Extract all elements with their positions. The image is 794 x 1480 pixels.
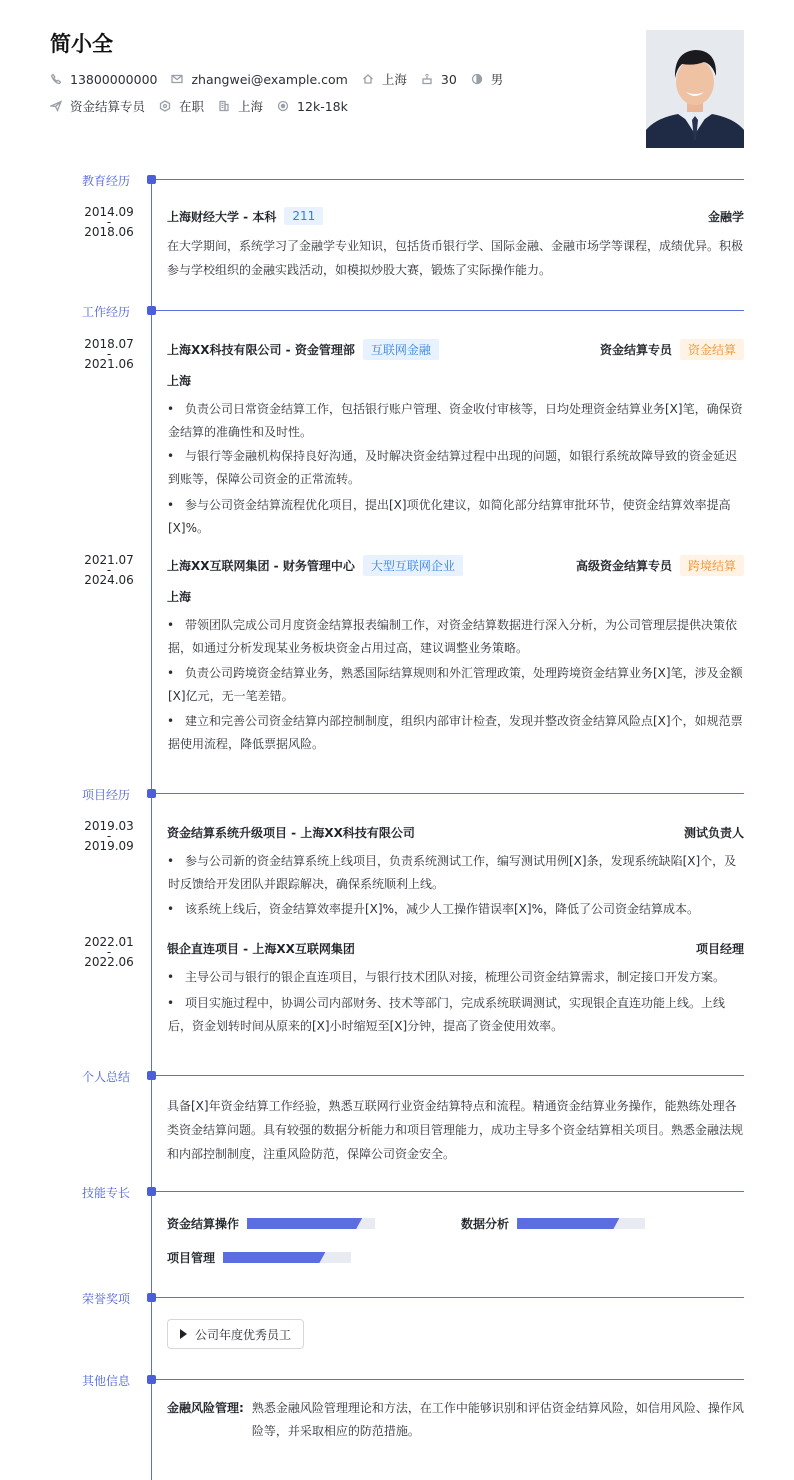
salary-icon xyxy=(277,100,289,112)
date-start: 2022.01 xyxy=(84,935,134,949)
work-date xyxy=(62,338,156,370)
bullet-dot: • xyxy=(167,996,175,1010)
section-divider xyxy=(156,310,744,311)
location-item xyxy=(362,70,407,88)
job-intent-row xyxy=(50,97,362,115)
expected-salary: 12k-18k xyxy=(297,98,348,114)
summary-text: 具备[X]年资金结算工作经验，熟悉互联网行业资金结算特点和流程。精通资金结算业务操作，能熟练处理各类资金结算问题。具有较强的数据分析能力和项目管理能力，成功主导多个资金结算相关项目。熟悉金融法规和内部控制制度，注重风险防范，保障公司资金安全。 xyxy=(167,1099,744,1161)
other-label: 金融风险管理: xyxy=(167,1401,244,1415)
target-city: 上海 xyxy=(238,99,264,114)
section-title-education: 教育经历 xyxy=(82,174,131,188)
bullet-dot: • xyxy=(167,854,175,868)
skill-bar-fill xyxy=(247,1218,362,1229)
work-header xyxy=(167,555,744,576)
phone-icon xyxy=(50,73,62,85)
date-start: 2021.07 xyxy=(84,553,134,567)
date-start: 2018.07 xyxy=(84,337,134,351)
date-end: 2024.06 xyxy=(84,573,134,587)
list-item xyxy=(167,662,744,708)
section-title-work: 工作经历 xyxy=(82,305,131,319)
job-title: 高级资金结算专员 xyxy=(575,559,672,573)
skill-bar xyxy=(247,1218,375,1229)
date-end: 2022.06 xyxy=(84,955,134,969)
section-title-skills: 技能专长 xyxy=(82,1186,131,1200)
section-divider xyxy=(156,1075,744,1076)
section-title-other: 其他信息 xyxy=(82,1374,131,1388)
candidate-name: 简小全 xyxy=(50,32,113,56)
industry-tag: 大型互联网企业 xyxy=(363,555,463,576)
skill-bar-fill xyxy=(517,1218,619,1229)
project-title: 资金结算系统升级项目 - 上海XX科技有限公司 xyxy=(167,826,415,840)
section-title-awards: 荣誉奖项 xyxy=(82,1292,131,1306)
major: 金融学 xyxy=(707,209,744,224)
date-end: 2019.09 xyxy=(84,839,134,853)
skill-bar xyxy=(517,1218,645,1229)
role-tag: 跨境结算 xyxy=(680,555,744,576)
phone-item xyxy=(50,72,157,87)
date-separator: - xyxy=(106,829,112,843)
location-value: 上海 xyxy=(381,72,407,87)
project-role: 项目经理 xyxy=(695,942,744,956)
date-separator: - xyxy=(106,215,112,229)
bullet-text: 参与公司资金结算流程优化项目，提出[X]项优化建议，如简化部分结算审批环节，使资金结算效率提高[X]%。 xyxy=(168,498,731,535)
bullet-dot: • xyxy=(167,902,175,916)
email-item xyxy=(171,72,347,87)
project-date xyxy=(62,820,156,852)
building-icon xyxy=(218,100,230,112)
list-item xyxy=(167,445,744,491)
status-icon xyxy=(159,100,171,112)
position-item xyxy=(50,97,145,115)
bullet-dot: • xyxy=(167,714,175,728)
play-icon xyxy=(180,1329,187,1339)
date-end: 2021.06 xyxy=(84,357,134,371)
date-start: 2019.03 xyxy=(84,819,134,833)
contact-row xyxy=(50,70,517,88)
date-end: 2018.06 xyxy=(84,225,134,239)
section-title-summary: 个人总结 xyxy=(82,1070,131,1084)
project-title: 银企直连项目 - 上海XX互联网集团 xyxy=(167,942,355,956)
skill-item xyxy=(461,1215,645,1232)
status-item xyxy=(159,97,204,115)
skill-name: 资金结算操作 xyxy=(167,1217,240,1231)
gender-item xyxy=(471,70,504,88)
employment-status: 在职 xyxy=(179,99,205,114)
profile-photo xyxy=(646,30,744,148)
section-divider xyxy=(156,1191,744,1192)
section-marker xyxy=(147,175,156,184)
mail-icon xyxy=(171,73,183,85)
bullet-text: 该系统上线后，资金结算效率提升[X]%，减少人工操作错误率[X]%，降低了公司资金结算成本。 xyxy=(185,902,699,916)
project-header xyxy=(167,824,744,841)
email-address: zhangwei@example.com xyxy=(191,71,348,87)
award-name: 公司年度优秀员工 xyxy=(195,1327,292,1342)
education-date xyxy=(62,206,156,238)
work-city: 上海 xyxy=(167,374,192,388)
section-marker xyxy=(147,1293,156,1302)
salary-item xyxy=(277,99,348,114)
date-separator: - xyxy=(106,347,112,361)
target-position: 资金结算专员 xyxy=(70,99,146,114)
bullet-dot: • xyxy=(167,618,175,632)
list-item xyxy=(167,614,744,660)
project-role: 测试负责人 xyxy=(683,826,744,840)
list-item xyxy=(167,398,744,444)
bullet-dot: • xyxy=(167,449,175,463)
section-marker xyxy=(147,1375,156,1384)
education-header xyxy=(167,207,744,225)
work-header xyxy=(167,339,744,360)
section-divider xyxy=(156,1297,744,1298)
section-marker xyxy=(147,789,156,798)
work-city: 上海 xyxy=(167,590,192,604)
list-item xyxy=(167,850,744,896)
section-divider xyxy=(156,793,744,794)
bullet-text: 负责公司跨境资金结算业务，熟悉国际结算规则和外汇管理政策，处理跨境资金结算业务[X]笔，涉及金额[X]亿元，无一笔差错。 xyxy=(168,666,743,703)
education-description: 在大学期间，系统学习了金融学专业知识，包括货币银行学、国际金融、金融市场学等课程，成绩优异。积极参与学校组织的金融实践活动，如模拟炒股大赛，锻炼了实际操作能力。 xyxy=(167,239,744,277)
skill-name: 项目管理 xyxy=(167,1251,216,1265)
project-header xyxy=(167,940,744,957)
project-date xyxy=(62,936,156,968)
company-name: 上海XX互联网集团 - 财务管理中心 xyxy=(167,559,355,573)
bullet-dot: • xyxy=(167,498,175,512)
list-item xyxy=(167,710,744,756)
role-tag: 资金结算 xyxy=(680,339,744,360)
school-name: 上海财经大学 - 本科 xyxy=(167,209,277,224)
section-marker xyxy=(147,1071,156,1080)
skill-item xyxy=(167,1249,351,1266)
list-item xyxy=(167,898,744,921)
age-icon xyxy=(421,73,433,85)
bullet-dot: • xyxy=(167,970,175,984)
bullet-text: 建立和完善公司资金结算内部控制制度，组织内部审计检查，发现并整改资金结算风险点[X]个，如规范票据使用流程，降低票据风险。 xyxy=(168,714,743,751)
section-divider xyxy=(156,1379,744,1380)
bullet-text: 带领团队完成公司月度资金结算报表编制工作，对资金结算数据进行深入分析，为公司管理层提供决策依据，如通过分析发现某业务板块资金占用过高，建议调整业务策略。 xyxy=(168,618,738,655)
award-item xyxy=(167,1319,304,1349)
skill-bar-fill xyxy=(223,1252,325,1263)
other-info xyxy=(167,1397,744,1443)
company-name: 上海XX科技有限公司 - 资金管理部 xyxy=(167,343,355,357)
job-title: 资金结算专员 xyxy=(599,343,672,357)
bullet-text: 项目实施过程中，协调公司内部财务、技术等部门，完成系统联调测试，实现银企直连功能上线。上线后，资金划转时间从原来的[X]小时缩短至[X]分钟，提高了资金使用效率。 xyxy=(168,996,726,1033)
target-city-item xyxy=(218,97,263,115)
skill-item xyxy=(167,1215,375,1232)
date-start: 2014.09 xyxy=(84,205,134,219)
age-item xyxy=(421,72,457,87)
bullet-dot: • xyxy=(167,402,175,416)
gender-value: 男 xyxy=(490,72,504,87)
section-title-projects: 项目经历 xyxy=(82,788,131,802)
work-date xyxy=(62,554,156,586)
bullet-text: 负责公司日常资金结算工作，包括银行账户管理、资金收付审核等，日均处理资金结算业务[X]笔，确保资金结算的准确性和及时性。 xyxy=(168,402,743,439)
skill-bar xyxy=(223,1252,351,1263)
section-marker xyxy=(147,1187,156,1196)
send-icon xyxy=(50,100,62,112)
list-item xyxy=(167,494,744,540)
skill-name: 数据分析 xyxy=(461,1217,510,1231)
home-icon xyxy=(362,73,374,85)
date-separator: - xyxy=(106,945,112,959)
list-item xyxy=(167,966,744,989)
section-marker xyxy=(147,306,156,315)
bullet-dot: • xyxy=(167,666,175,680)
bullet-text: 参与公司新的资金结算系统上线项目，负责系统测试工作，编写测试用例[X]条，发现系统缺陷[X]个，及时反馈给开发团队并跟踪解决，确保系统顺利上线。 xyxy=(168,854,737,891)
other-value: 熟悉金融风险管理理论和方法，在工作中能够识别和评估资金结算风险，如信用风险、操作风险等，并采取相应的防范措施。 xyxy=(251,1401,744,1438)
section-divider xyxy=(156,179,744,180)
phone-number: 13800000000 xyxy=(70,71,158,87)
list-item xyxy=(167,992,744,1038)
age-value: 30 xyxy=(440,71,457,87)
school-tag: 211 xyxy=(284,207,323,225)
industry-tag: 互联网金融 xyxy=(363,339,439,360)
date-separator: - xyxy=(106,563,112,577)
gender-icon xyxy=(471,73,483,85)
bullet-text: 与银行等金融机构保持良好沟通，及时解决资金结算过程中出现的问题，如银行系统故障导致的资金延迟到账等，保障公司资金的正常流转。 xyxy=(168,449,738,486)
bullet-text: 主导公司与银行的银企直连项目，与银行技术团队对接，梳理公司资金结算需求，制定接口开发方案。 xyxy=(185,970,726,984)
